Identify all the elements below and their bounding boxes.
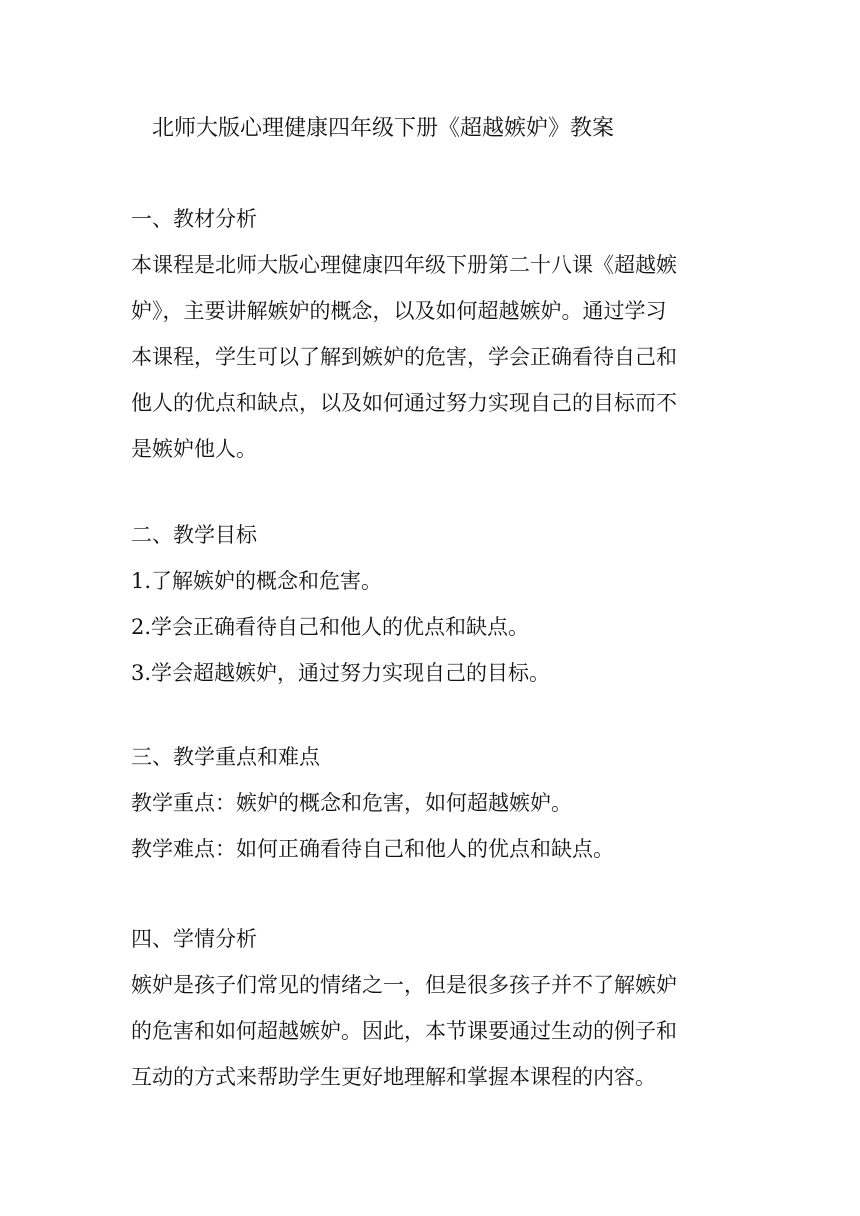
body-line: 互动的方式来帮助学生更好地理解和掌握本课程的内容。 bbox=[131, 1065, 656, 1089]
section-teaching-goals bbox=[131, 512, 731, 696]
section-heading: 一、教材分析 bbox=[131, 207, 257, 231]
body-line: 他人的优点和缺点，以及如何通过努力实现自己的目标而不 bbox=[131, 391, 677, 415]
section-body bbox=[131, 242, 731, 472]
body-line: 是嫉妒他人。 bbox=[131, 437, 257, 461]
list-item: 2.学会正确看待自己和他人的优点和缺点。 bbox=[131, 615, 530, 639]
list-item: 3.学会超越嫉妒，通过努力实现自己的目标。 bbox=[131, 661, 551, 685]
body-line: 教学难点：如何正确看待自己和他人的优点和缺点。 bbox=[131, 837, 614, 861]
body-line: 教学重点：嫉妒的概念和危害，如何超越嫉妒。 bbox=[131, 791, 572, 815]
section-body bbox=[131, 780, 731, 872]
section-textbook-analysis bbox=[131, 196, 731, 472]
section-heading: 四、学情分析 bbox=[131, 927, 257, 951]
document-title: 北师大版心理健康四年级下册《超越嫉妒》教案 bbox=[152, 116, 615, 141]
body-line: 的危害和如何超越嫉妒。因此，本节课要通过生动的例子和 bbox=[131, 1019, 677, 1043]
section-key-points bbox=[131, 734, 731, 872]
body-line: 妒》，主要讲解嫉妒的概念，以及如何超越嫉妒。通过学习 bbox=[131, 299, 667, 323]
body-line: 本课程是北师大版心理健康四年级下册第二十八课《超越嫉 bbox=[131, 253, 677, 277]
section-body bbox=[131, 558, 731, 696]
section-heading: 三、教学重点和难点 bbox=[131, 745, 320, 769]
section-body bbox=[131, 962, 731, 1100]
body-line: 本课程，学生可以了解到嫉妒的危害，学会正确看待自己和 bbox=[131, 345, 677, 369]
section-heading: 二、教学目标 bbox=[131, 523, 257, 547]
section-student-analysis bbox=[131, 916, 731, 1100]
list-item: 1.了解嫉妒的概念和危害。 bbox=[131, 569, 383, 593]
body-line: 嫉妒是孩子们常见的情绪之一，但是很多孩子并不了解嫉妒 bbox=[131, 973, 677, 997]
